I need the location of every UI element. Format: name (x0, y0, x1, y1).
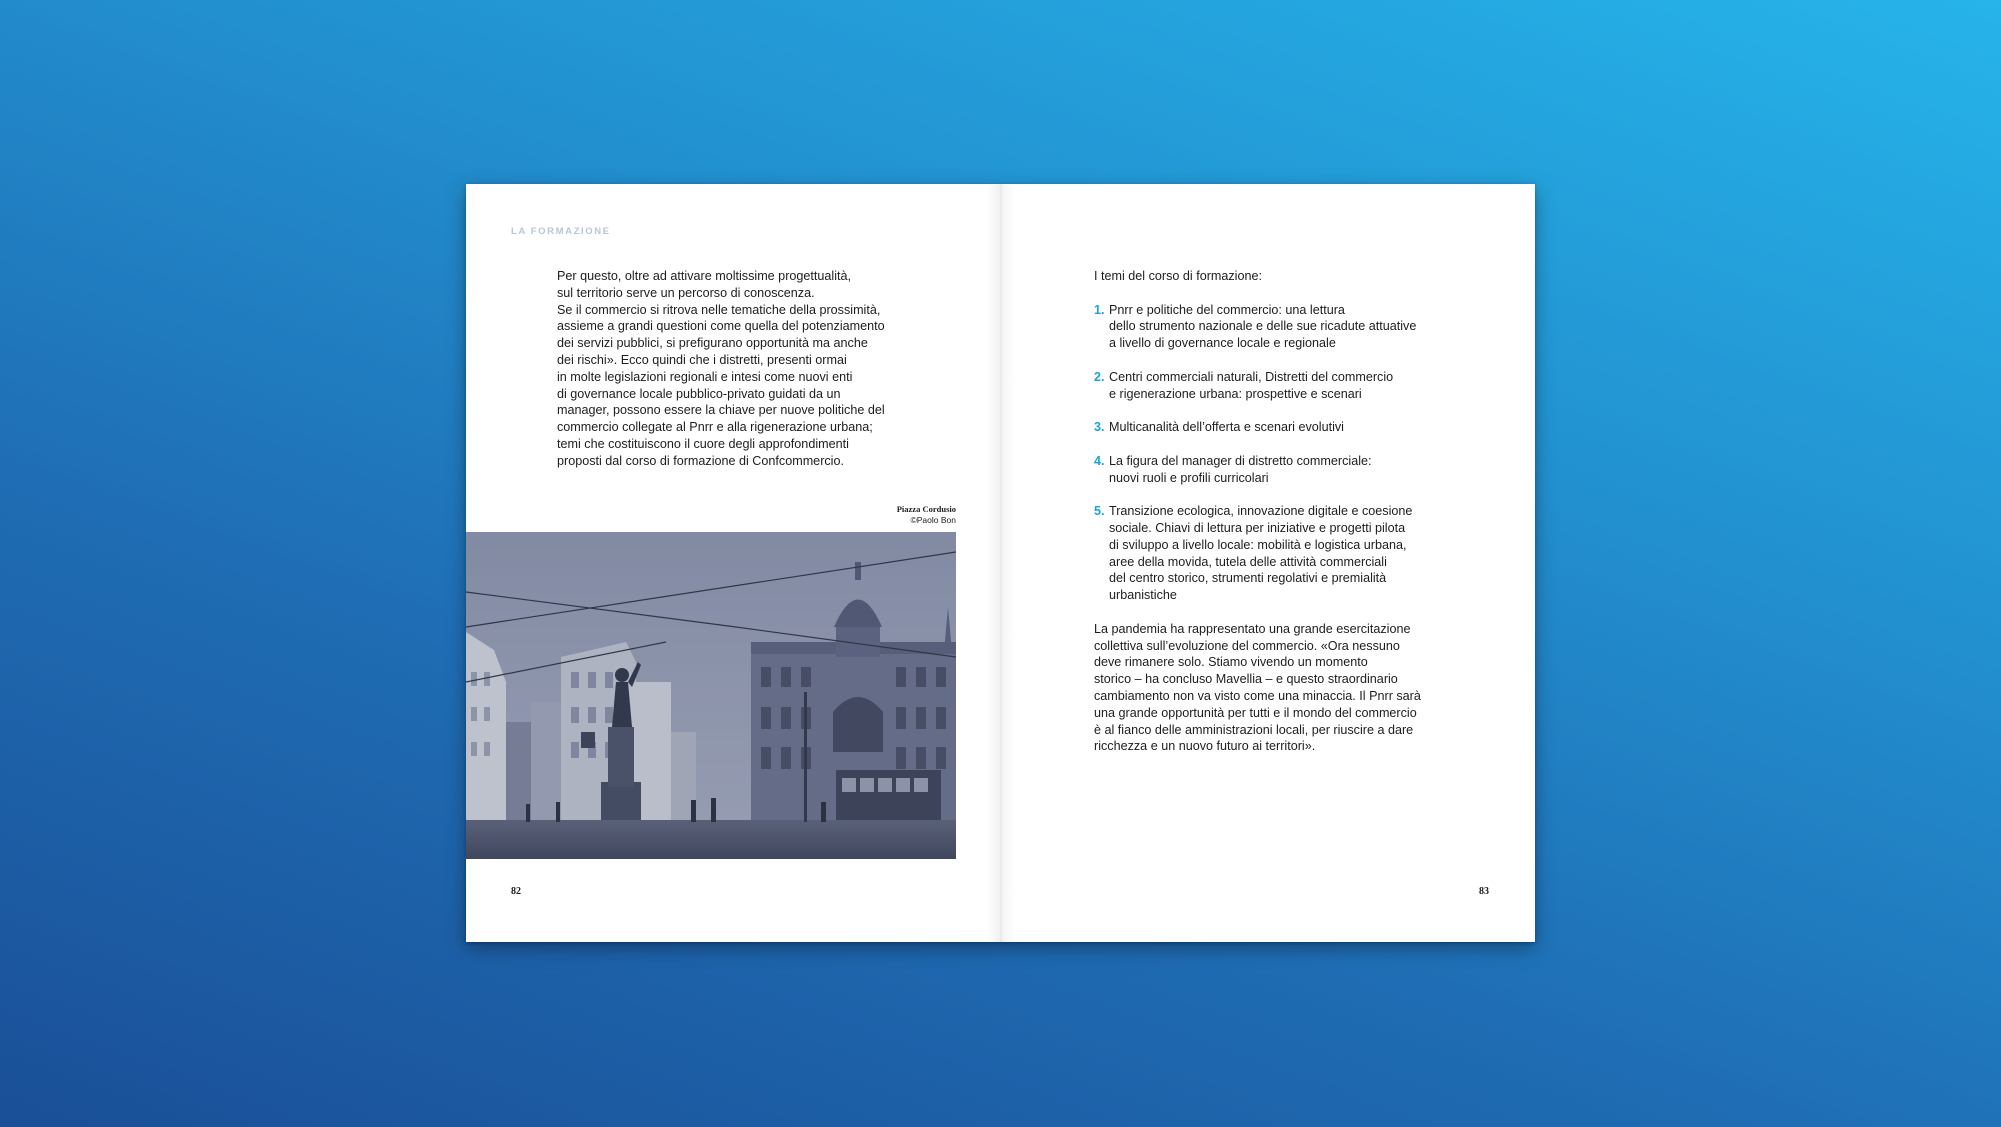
closing-line: collettiva sull’evoluzione del commercio. «Ora nessuno (1094, 638, 1400, 653)
topic-item (1094, 453, 1494, 487)
paragraph-line: temi che costituiscono il cuore degli approfondimenti (557, 436, 849, 451)
topic-number: 2. (1094, 369, 1105, 384)
closing-line: deve rimanere solo. Stiamo vivendo un momento (1094, 655, 1368, 670)
topic-line: del centro storico, strumenti regolativi e premialità (1109, 571, 1387, 586)
closing-paragraph (1094, 621, 1494, 755)
topics-intro: I temi del corso di formazione: (1094, 269, 1262, 283)
topic-item (1094, 369, 1494, 403)
closing-line: storico – ha concluso Mavellia – e questo straordinario (1094, 672, 1398, 687)
topic-line: La figura del manager di distretto commerciale: (1109, 453, 1372, 468)
paragraph-line: in molte legislazioni regionali e intesi come nuovi enti (557, 369, 853, 384)
paragraph-line: manager, possono essere la chiave per nuove politiche del (557, 403, 885, 418)
topic-line: a livello di governance locale e regionale (1109, 336, 1336, 351)
paragraph-line: di governance locale pubblico-privato guidati da un (557, 386, 841, 401)
paragraph-line: proposti dal corso di formazione di Confcommercio. (557, 453, 844, 468)
topic-number: 4. (1094, 453, 1105, 468)
right-page (1001, 184, 1535, 942)
paragraph-line: commercio collegate al Pnrr e alla rigenerazione urbana; (557, 420, 873, 435)
topic-line: dello strumento nazionale e delle sue ricadute attuative (1109, 319, 1417, 334)
caption-title: Piazza Cordusio (896, 504, 956, 514)
topic-line: sociale. Chiavi di lettura per iniziative e progetti pilota (1109, 520, 1406, 535)
topic-number: 1. (1094, 302, 1105, 317)
paragraph-line: dei rischi». Ecco quindi che i distretti, presenti ormai (557, 352, 847, 367)
page-number-right: 83 (1479, 886, 1489, 897)
paragraph-line: Se il commercio si ritrova nelle tematiche della prossimità, (557, 302, 881, 317)
photo-caption (897, 504, 956, 526)
piazza-cordusio-photo (466, 532, 956, 859)
left-page (466, 184, 1001, 942)
closing-line: cambiamento non va visto come una minaccia. Il Pnrr sarà (1094, 688, 1421, 703)
topic-line: Transizione ecologica, innovazione digitale e coesione (1109, 504, 1413, 519)
topic-line: nuovi ruoli e profili curricolari (1109, 470, 1269, 485)
paragraph-line: Per questo, oltre ad attivare moltissime progettualità, (557, 269, 851, 283)
topic-item (1094, 503, 1494, 604)
topic-item (1094, 419, 1494, 436)
caption-credit: ©Paolo Bon (910, 515, 956, 525)
topic-line: aree della movida, tutela delle attività commerciali (1109, 554, 1387, 569)
closing-line: è al fianco delle amministrazioni locali, per riuscire a dare (1094, 722, 1414, 737)
paragraph-line: assieme a grandi questioni come quella del potenziamento (557, 319, 885, 334)
topic-line: Pnrr e politiche del commercio: una lettura (1109, 302, 1345, 317)
book-spread (466, 184, 1535, 942)
closing-line: una grande opportunità per tutti e il mondo del commercio (1094, 705, 1417, 720)
topic-number: 3. (1094, 420, 1105, 435)
topic-line: Centri commerciali naturali, Distretti del commercio (1109, 369, 1394, 384)
closing-line: ricchezza e un nuovo futuro ai territori». (1094, 739, 1316, 754)
topic-line: di sviluppo a livello locale: mobilità e logistica urbana, (1109, 537, 1407, 552)
left-paragraph (557, 268, 957, 470)
topic-number: 5. (1094, 504, 1105, 519)
paragraph-line: dei servizi pubblici, si prefigurano opportunità ma anche (557, 336, 868, 351)
topic-line: Multicanalità dell’offerta e scenari evolutivi (1109, 420, 1344, 435)
topic-line: e rigenerazione urbana: prospettive e scenari (1109, 386, 1362, 401)
topic-item (1094, 302, 1494, 352)
topic-line: urbanistiche (1109, 588, 1177, 603)
running-head: LA FORMAZIONE (511, 226, 611, 237)
page-number-left: 82 (511, 886, 521, 897)
closing-line: La pandemia ha rappresentato una grande esercitazione (1094, 621, 1411, 636)
paragraph-line: sul territorio serve un percorso di conoscenza. (557, 285, 815, 300)
right-content (1094, 268, 1494, 755)
